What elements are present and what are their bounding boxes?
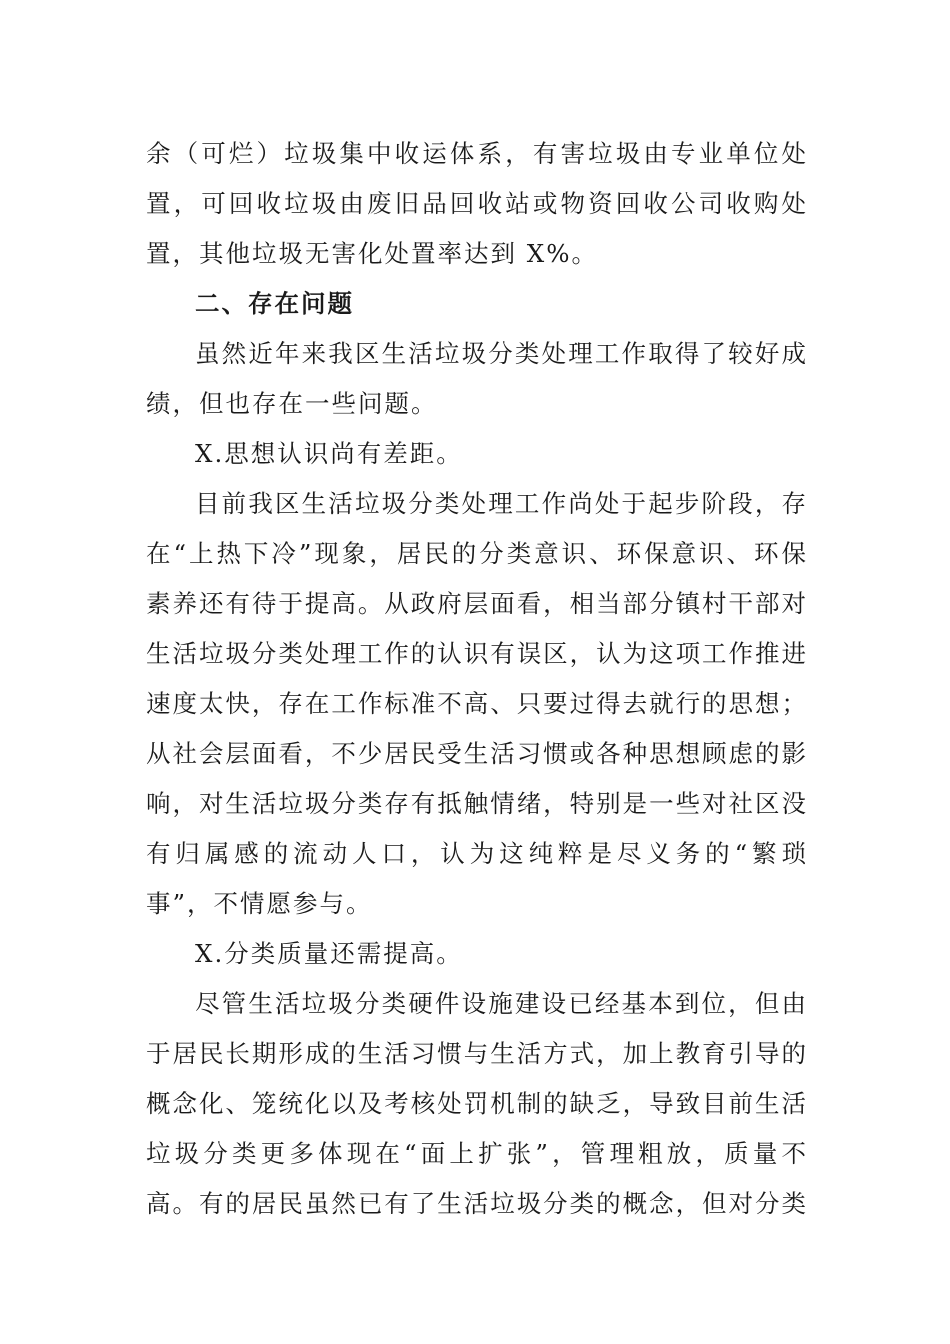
- subheading: X.思想认识尚有差距。: [195, 439, 463, 468]
- subheading: X.分类质量还需提高。: [195, 939, 463, 968]
- body-text-line: 概念化、笼统化以及考核处罚机制的缺乏，导致目前生活: [146, 1089, 806, 1118]
- body-text-line: 从社会层面看，不少居民受生活习惯或各种思想顾虑的影: [146, 739, 806, 768]
- section-heading: 二、存在问题: [195, 289, 354, 318]
- body-text-line: 虽然近年来我区生活垃圾分类处理工作取得了较好成: [195, 339, 806, 368]
- body-text-line: 置，其他垃圾无害化处置率达到 X%。: [146, 239, 599, 268]
- body-text-line: 素养还有待于提高。从政府层面看，相当部分镇村干部对: [146, 589, 806, 618]
- body-text-line: 在“上热下冷”现象，居民的分类意识、环保意识、环保: [146, 539, 806, 568]
- body-text-line: 速度太快，存在工作标准不高、只要过得去就行的思想；: [146, 689, 806, 718]
- body-text-line: 有归属感的流动人口，认为这纯粹是尽义务的“繁琐: [146, 839, 806, 868]
- body-text-line: 响，对生活垃圾分类存有抵触情绪，特别是一些对社区没: [146, 789, 806, 818]
- body-text-line: 置，可回收垃圾由废旧品回收站或物资回收公司收购处: [146, 189, 806, 218]
- body-text-line: 尽管生活垃圾分类硬件设施建设已经基本到位，但由: [195, 989, 806, 1018]
- body-text-line: 事”，不情愿参与。: [146, 889, 373, 918]
- body-text-line: 垃圾分类更多体现在“面上扩张”，管理粗放，质量不: [146, 1139, 806, 1168]
- body-text-line: 目前我区生活垃圾分类处理工作尚处于起步阶段，存: [195, 489, 806, 518]
- body-text-line: 绩，但也存在一些问题。: [146, 389, 438, 418]
- body-text-line: 余（可烂）垃圾集中收运体系，有害垃圾由专业单位处: [146, 139, 806, 168]
- body-text-line: 高。有的居民虽然已有了生活垃圾分类的概念，但对分类: [146, 1189, 806, 1218]
- body-text-line: 于居民长期形成的生活习惯与生活方式，加上教育引导的: [146, 1039, 806, 1068]
- body-text-line: 生活垃圾分类处理工作的认识有误区，认为这项工作推进: [146, 639, 806, 668]
